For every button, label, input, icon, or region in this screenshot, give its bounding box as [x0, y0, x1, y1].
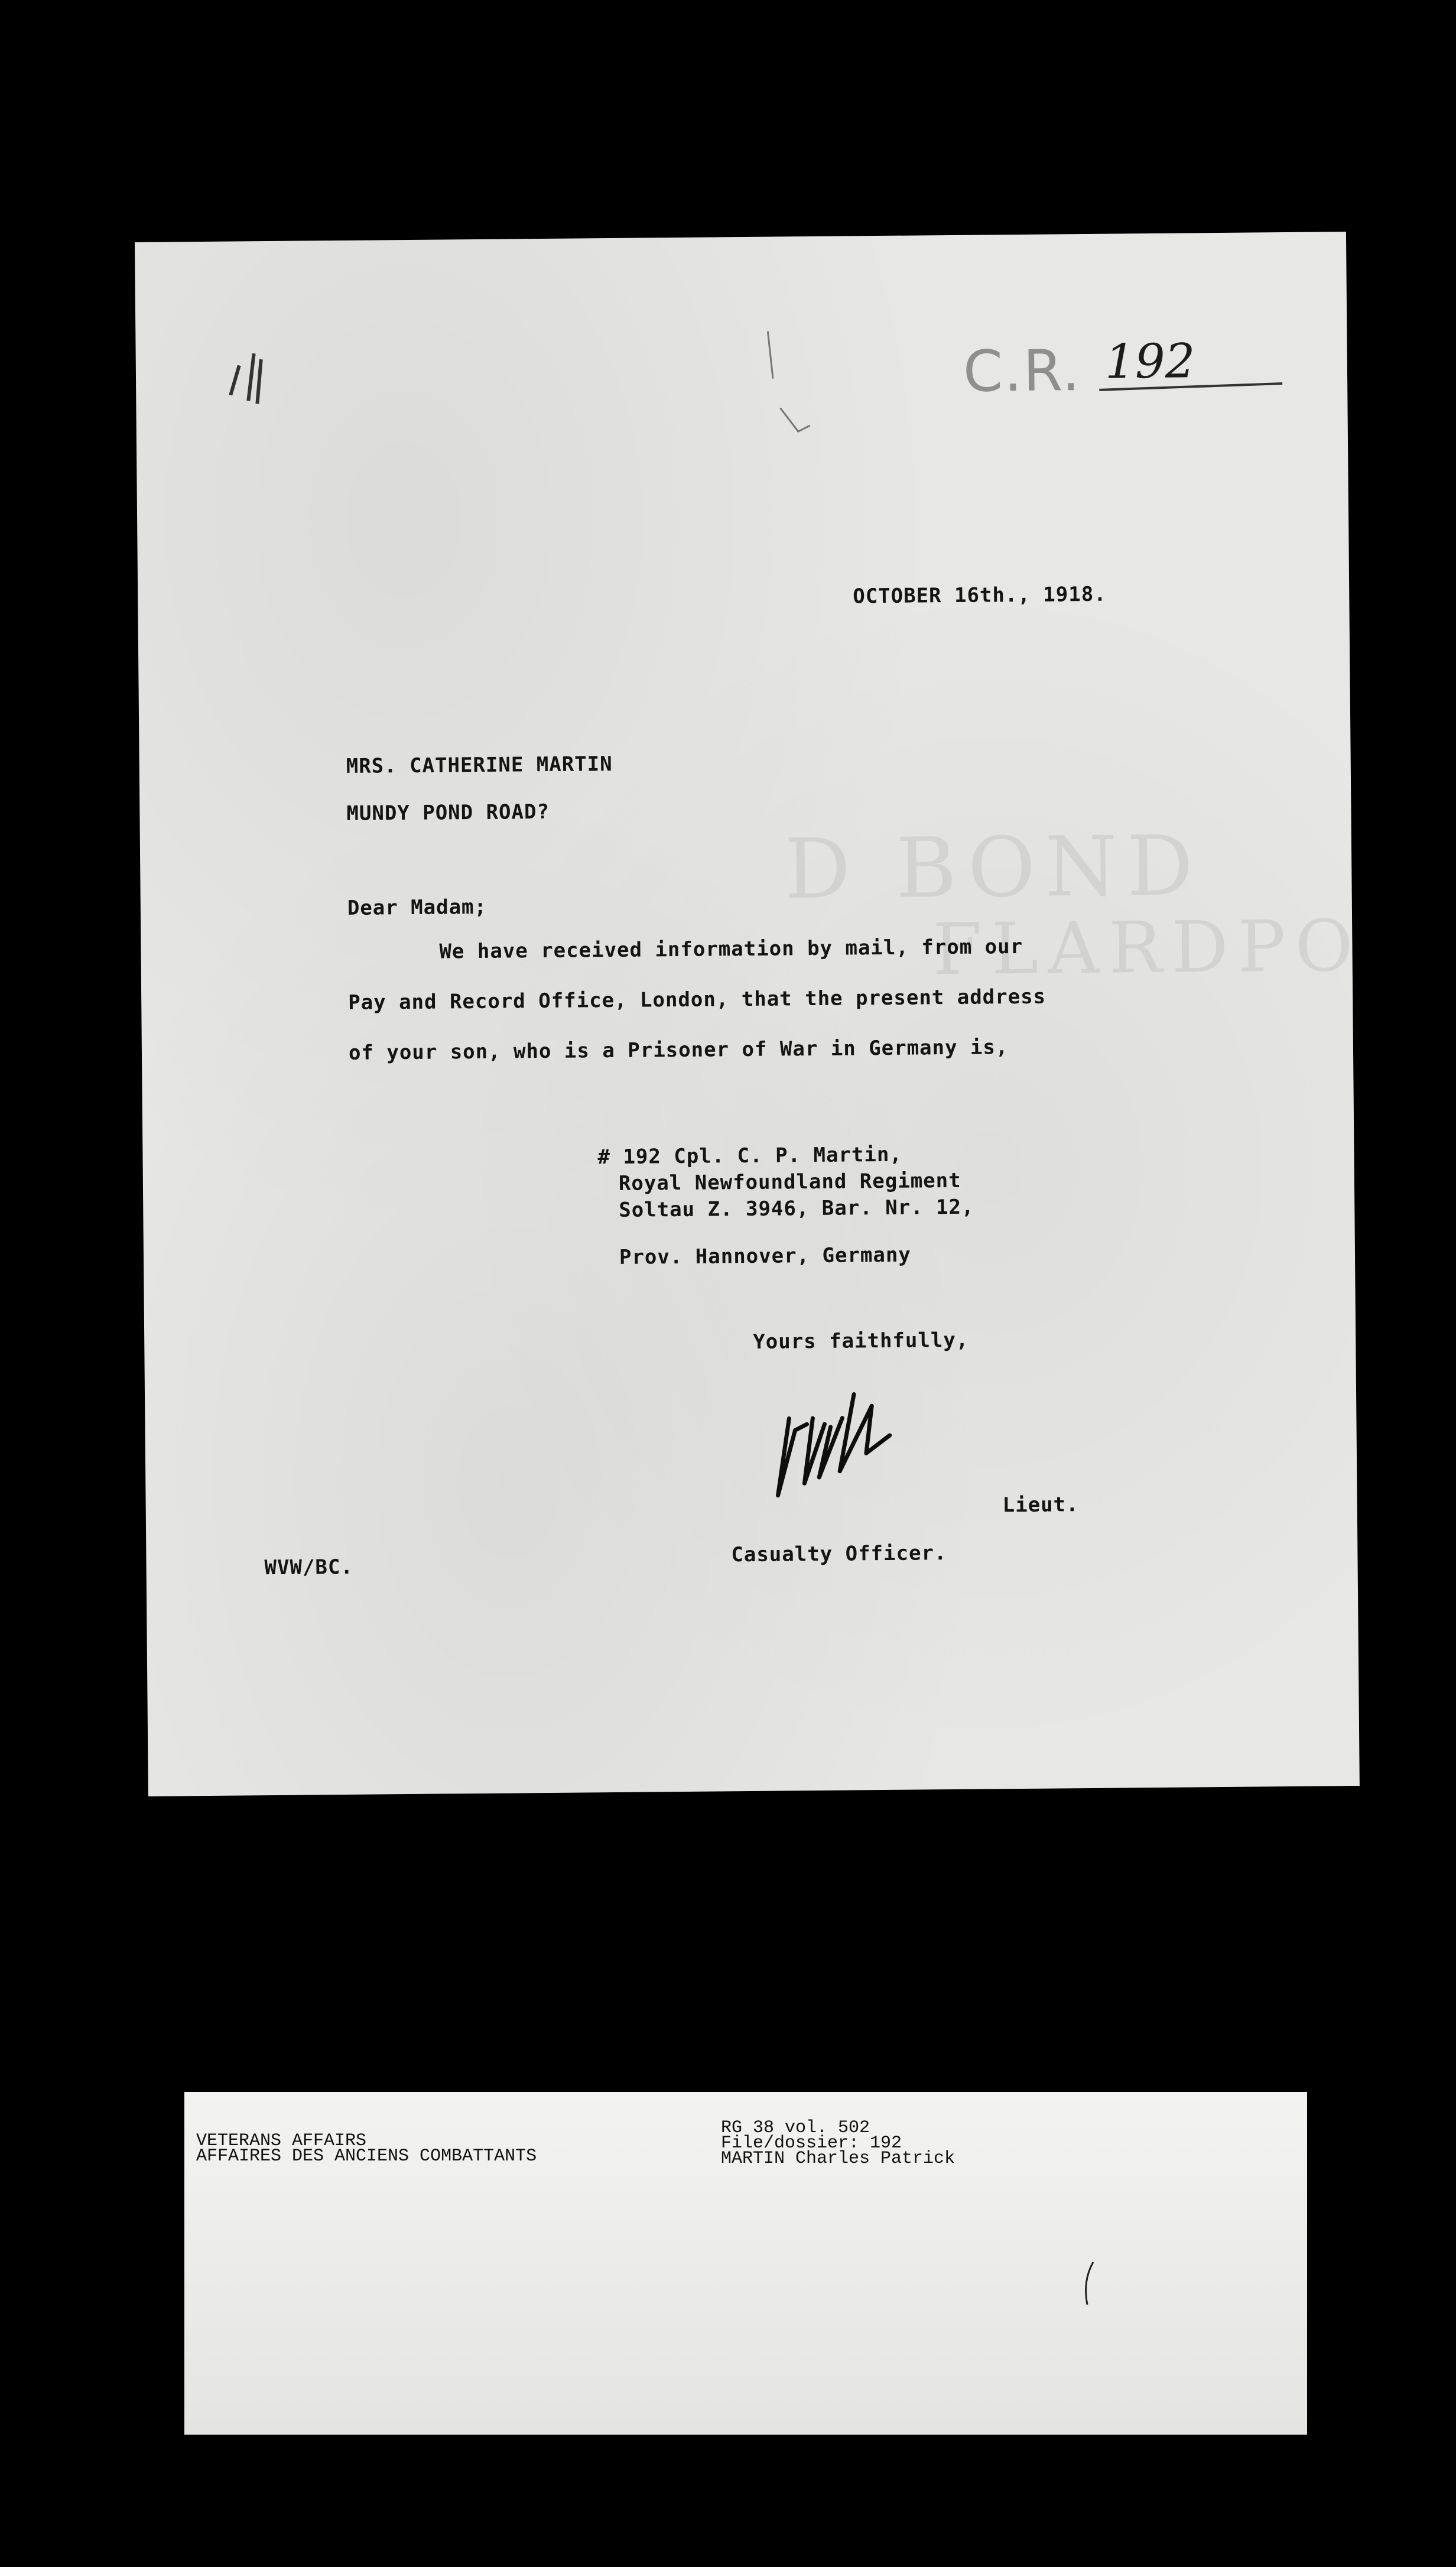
label-file-number: File/dossier: 192: [721, 2133, 902, 2153]
cr-stamp-number: 192: [1104, 333, 1195, 389]
label-record-group: RG 38 vol. 502: [721, 2118, 870, 2138]
recipient-address: MUNDY POND ROAD?: [346, 800, 550, 826]
label-subject-name: MARTIN Charles Patrick: [721, 2149, 956, 2169]
body-line-1: We have received information by mail, from our: [439, 934, 1023, 964]
pow-address-line-4: Prov. Hannover, Germany: [619, 1243, 911, 1269]
pow-address-line-1: # 192 Cpl. C. P. Martin,: [597, 1142, 902, 1169]
body-line-2: Pay and Record Office, London, that the present address: [348, 984, 1046, 1015]
corner-smudge: [212, 330, 284, 413]
pencil-stroke-mark: [1077, 2257, 1100, 2311]
typist-initials: WVW/BC.: [264, 1555, 354, 1580]
watermark-bond: D BOND: [784, 818, 1203, 918]
pow-address-line-3: Soltau Z. 3946, Bar. Nr. 12,: [619, 1195, 974, 1222]
body-line-3: of your son, who is a Prisoner of War in Germany is,: [348, 1035, 1009, 1065]
archive-label-card: [184, 2092, 1307, 2435]
salutation: Dear Madam;: [347, 895, 488, 920]
letter-date: OCTOBER 16th., 1918.: [853, 582, 1107, 609]
faint-pencil-mark: [756, 325, 828, 444]
closing: Yours faithfully,: [753, 1328, 969, 1354]
watermark-fragment: FLARDPO: [932, 905, 1363, 992]
pow-address-line-2: Royal Newfoundland Regiment: [618, 1168, 961, 1195]
label-agency-en: VETERANS AFFAIRS: [196, 2131, 367, 2151]
handwritten-signature: [771, 1382, 950, 1513]
signer-rank: Lieut.: [1002, 1493, 1079, 1518]
recipient-name: MRS. CATHERINE MARTIN: [346, 752, 613, 778]
letter-page: [135, 232, 1363, 1796]
label-agency-fr: AFFAIRES DES ANCIENS COMBATTANTS: [196, 2146, 537, 2166]
cr-stamp-label: C.R.: [963, 337, 1081, 405]
signer-title: Casualty Officer.: [731, 1541, 947, 1567]
